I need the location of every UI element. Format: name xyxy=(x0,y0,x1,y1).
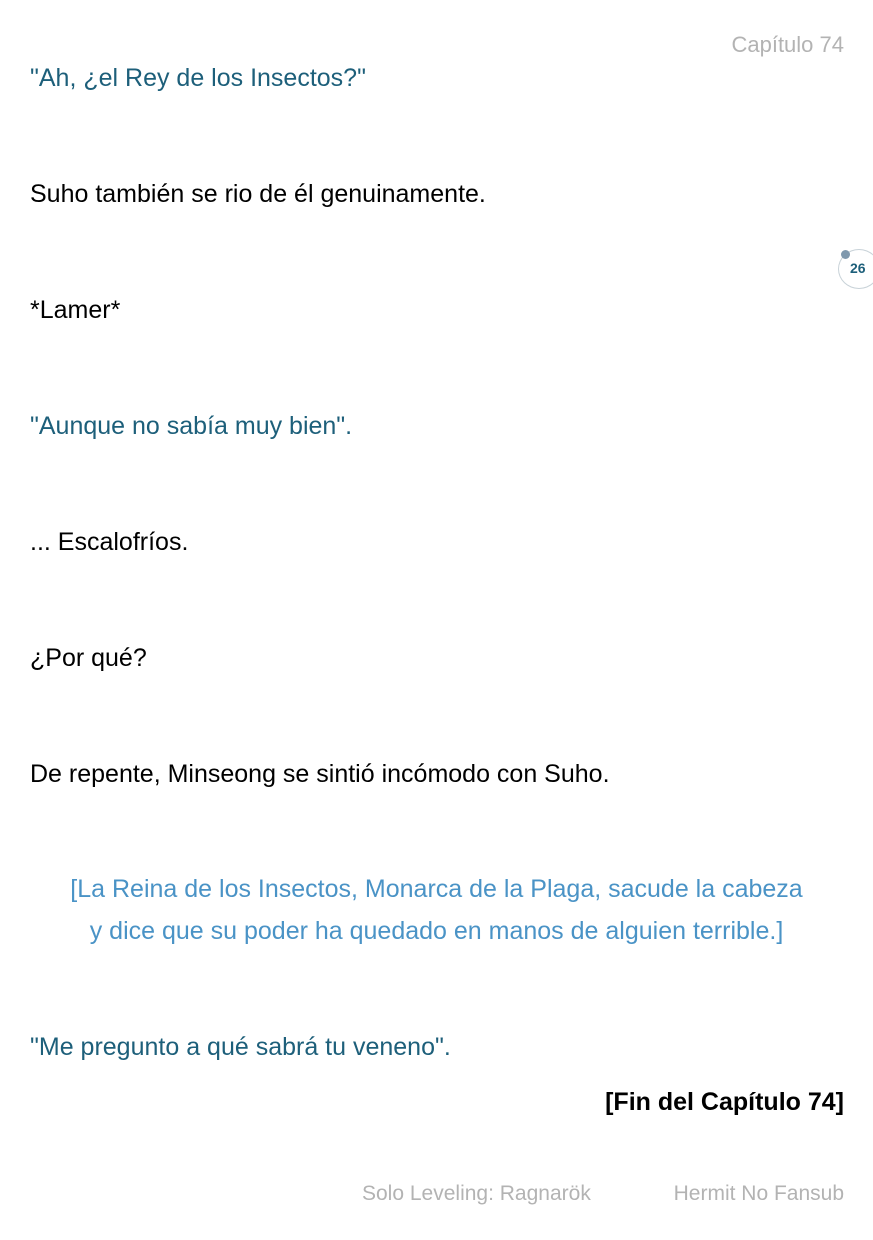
narration-line: ¿Por qué? xyxy=(30,644,147,672)
dialogue-line: "Me pregunto a qué sabrá tu veneno". xyxy=(30,1033,451,1061)
chapter-end-marker: [Fin del Capítulo 74] xyxy=(605,1088,844,1116)
page-number-badge[interactable] xyxy=(838,249,873,289)
narration-line: Suho también se rio de él genuinamente. xyxy=(30,180,486,208)
dialogue-line: "Aunque no sabía muy bien". xyxy=(30,412,353,440)
footer-series-title: Solo Leveling: Ragnarök xyxy=(362,1182,591,1205)
chapter-header: Capítulo 74 xyxy=(731,32,844,57)
footer-group-name: Hermit No Fansub xyxy=(673,1182,844,1205)
narration-line: *Lamer* xyxy=(30,296,121,324)
system-message-line-1: [La Reina de los Insectos, Monarca de la Plaga, sacude la cabeza xyxy=(70,875,803,903)
progress-dot-icon xyxy=(841,250,850,259)
narration-line: De repente, Minseong se sintió incómodo con Suho. xyxy=(30,760,610,788)
narration-line: ... Escalofríos. xyxy=(30,528,189,556)
system-message-line-2: y dice que su poder ha quedado en manos de alguien terrible.] xyxy=(89,917,784,945)
dialogue-line: "Ah, ¿el Rey de los Insectos?" xyxy=(30,64,366,92)
page-number: 26 xyxy=(850,260,866,276)
